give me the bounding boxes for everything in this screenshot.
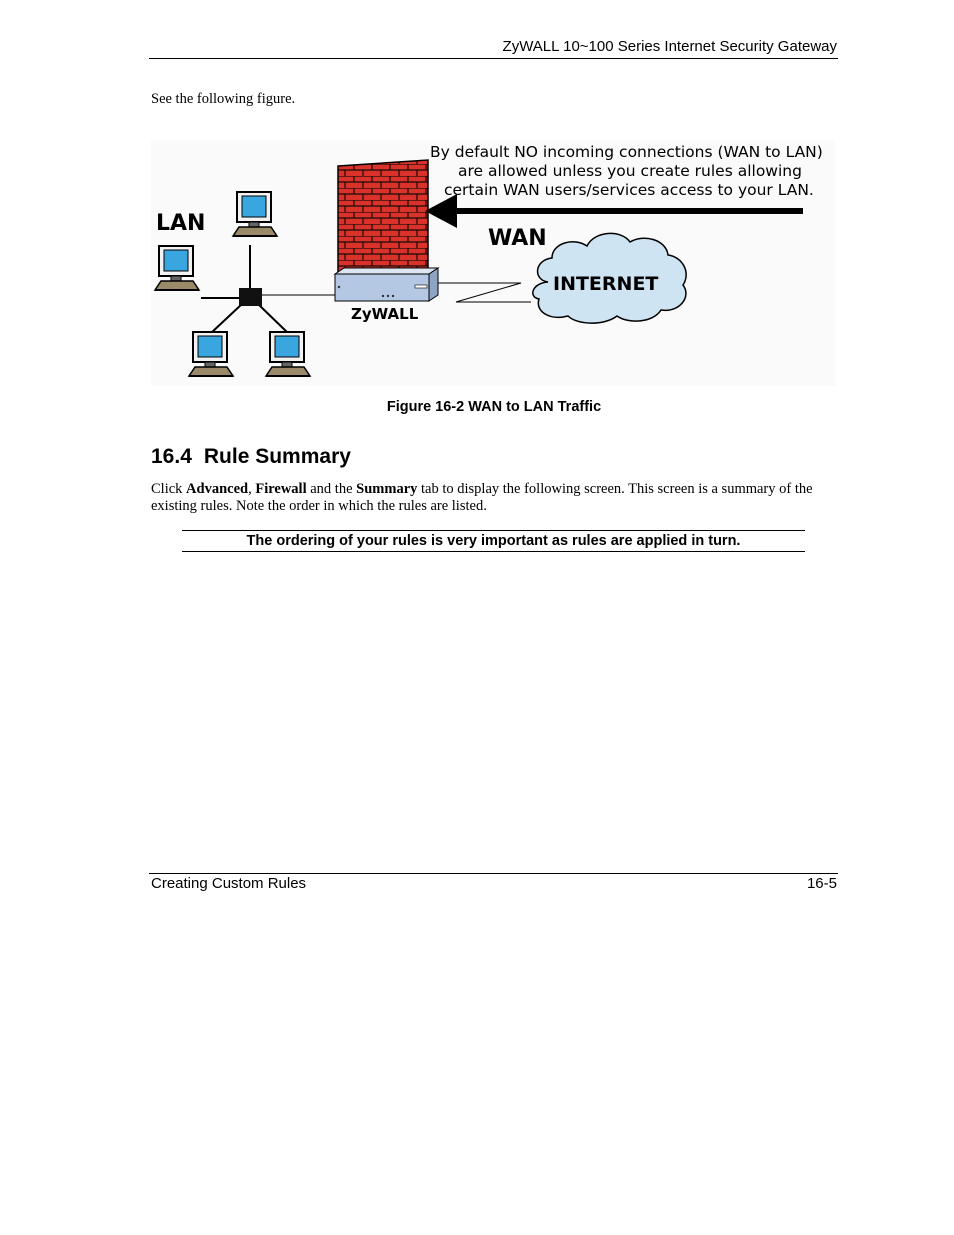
section-number: 16.4	[151, 445, 192, 468]
footer-chapter-title: Creating Custom Rules	[151, 875, 307, 892]
note-text: The ordering of your rules is very important as rules are applied in turn.	[246, 533, 741, 549]
running-header: ZyWALL 10~100 Series Internet Security Gateway	[502, 38, 837, 55]
callout-line-2: are allowed unless you create rules allowing	[458, 162, 802, 180]
footer-page-number: 16-5	[806, 875, 837, 892]
callout-line-3: certain WAN users/services access to your LAN.	[444, 181, 814, 199]
note-top-border	[182, 530, 805, 531]
firewall-wall	[338, 160, 428, 282]
zywall-label: ZyWALL	[351, 305, 419, 323]
figure-caption: Figure 16-2 WAN to LAN Traffic	[386, 399, 602, 415]
section-heading	[151, 445, 351, 469]
computer-icon	[155, 246, 199, 290]
network-diagram	[151, 140, 835, 386]
internet-label: INTERNET	[553, 273, 659, 295]
intro-sentence: See the following figure.	[151, 91, 296, 107]
network-hub	[239, 288, 262, 306]
paragraph-text: ,	[248, 481, 256, 497]
advanced-term: Advanced	[186, 481, 249, 497]
footer-divider	[149, 873, 838, 874]
wan-to-lan-figure	[151, 140, 835, 386]
header-divider	[149, 58, 838, 59]
paragraph-text: tab to display the following screen. This screen is a summary of the existing rules. Note the order in which the rules are listed.	[151, 481, 813, 514]
callout-line-1: By default NO incoming connections (WAN to LAN)	[430, 143, 823, 161]
note-bottom-border	[182, 551, 805, 552]
computer-icon	[189, 332, 233, 376]
paragraph-text: and the	[306, 481, 357, 497]
computer-icon	[233, 192, 277, 236]
summary-term: Summary	[356, 481, 418, 497]
body-paragraph	[151, 481, 841, 515]
paragraph-text: Click	[151, 481, 187, 497]
firewall-term: Firewall	[255, 481, 307, 497]
computer-icon	[266, 332, 310, 376]
zywall-device	[335, 268, 438, 301]
wan-label: WAN	[488, 226, 547, 251]
lan-label: LAN	[156, 211, 206, 236]
section-title: Rule Summary	[203, 445, 351, 468]
